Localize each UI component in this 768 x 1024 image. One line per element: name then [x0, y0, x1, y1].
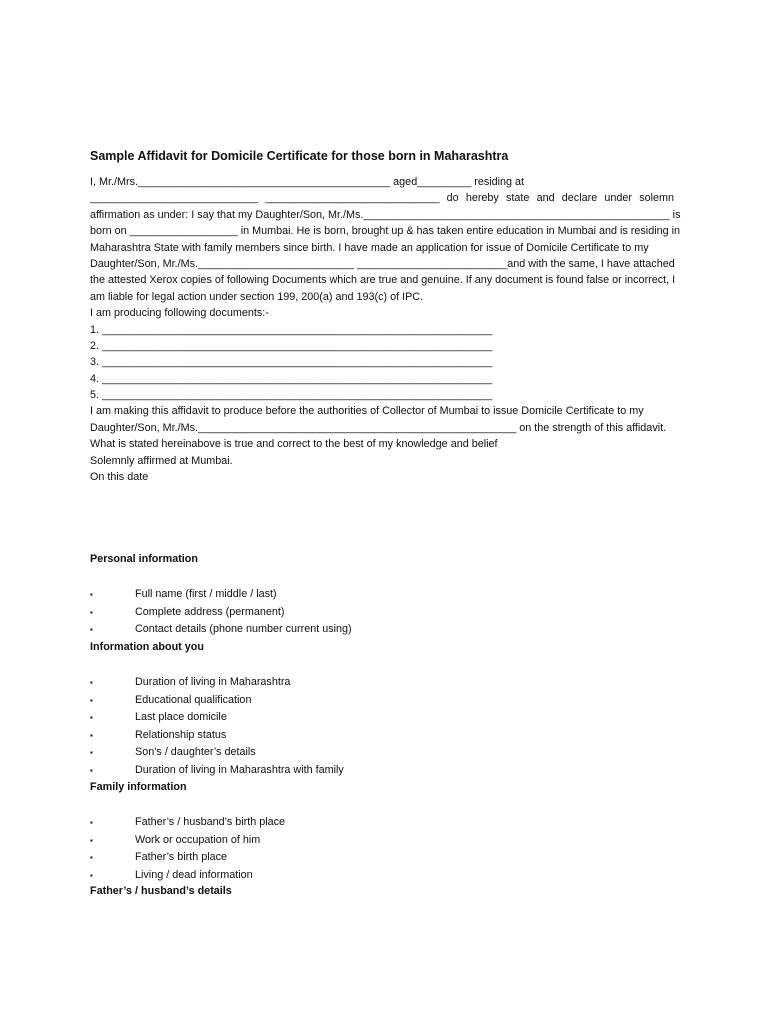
- section-heading-personal: Personal information: [90, 553, 198, 565]
- document-list-line: 1. _________________________________________________________________: [90, 323, 493, 336]
- document-list-line: 2. _________________________________________________________________: [90, 339, 493, 352]
- bullet-icon: ▪: [90, 678, 93, 687]
- affidavit-line: I am producing following documents:-: [90, 307, 269, 320]
- bullet-icon: ▪: [90, 713, 93, 722]
- bullet-icon: ▪: [90, 765, 93, 775]
- affidavit-line: the attested Xerox copies of following Documents which are true and genuine. If any document is found false or incorrect, I: [90, 274, 676, 287]
- bullet-icon: ▪: [90, 853, 93, 862]
- affidavit-line: affirmation as under: I say that my Daughter/Son, Mr./Ms.___________________________________________________ is: [90, 208, 681, 221]
- affidavit-line: born on __________________ in Mumbai. He is born, brought up & has taken entire education in Mumbai and is residing in: [90, 225, 681, 238]
- section-heading-family: Family information: [90, 781, 187, 793]
- section-heading-about: Information about you: [90, 641, 204, 653]
- affidavit-line: ____________________________ _____________________________ do hereby state and declare under solemn: [90, 192, 674, 205]
- bullet-icon: ▪: [90, 818, 93, 827]
- bullet-icon: ▪: [90, 625, 93, 634]
- bullet-icon: ▪: [90, 835, 93, 845]
- bullet-icon: ▪: [90, 590, 93, 599]
- document-title: Sample Affidavit for Domicile Certificate for those born in Maharashtra: [90, 149, 509, 163]
- affidavit-line: I, Mr./Mrs.__________________________________________ aged_________ residing at: [90, 176, 525, 188]
- document-list-line: 5. _________________________________________________________________: [90, 389, 493, 402]
- bullet-icon: ▪: [90, 748, 93, 757]
- affidavit-line: Maharashtra State with family members since birth. I have made an application for issue of Domicile Certificate to my: [90, 241, 649, 254]
- bullet-icon: ▪: [90, 607, 93, 617]
- affidavit-line: On this date: [90, 471, 149, 484]
- bullet-icon: ▪: [90, 870, 93, 880]
- affidavit-line: Daughter/Son, Mr./Ms._____________________________________________________ on the strength of this affidavit.: [90, 421, 667, 434]
- affidavit-line: Daughter/Son, Mr./Ms.__________________________ _________________________and with the same, I have attached: [90, 257, 675, 270]
- document-list-line: 3. _________________________________________________________________: [90, 356, 493, 369]
- bullet-icon: ▪: [90, 730, 93, 740]
- affidavit-body: [90, 174, 690, 485]
- bullet-icon: ▪: [90, 695, 93, 705]
- affidavit-line: What is stated hereinabove is true and correct to the best of my knowledge and belief: [90, 438, 498, 451]
- document-list-line: 4. _________________________________________________________________: [90, 372, 493, 385]
- affidavit-line: Solemnly affirmed at Mumbai.: [90, 454, 233, 467]
- document-page: Sample Affidavit for Domicile Certificate for those born in Maharashtra I, Mr./Mrs.__________________________________________ aged_________ residing at ____________________________ _____________________________ do hereby state and declare under solemn affirmation as under: I say that my Daughter/Son, Mr./Ms.___________________________________________________ is born on __________________ in Mumbai. He is born, brought up & has taken entire education in Mumbai and is residing in Maharashtra State with family members since birth. I have made an application for issue of Domicile Certificate to my Daughter/Son, Mr./Ms.__________________________ _________________________and with the same, I have attached the attested Xerox copies of following Documents which are true and genuine. If any document is found false or incorrect, I am liable for legal action under section 199, 200(a) and 193(c) of IPC. I am producing following documents:- 1. _________________________________________________________________ 2. _________________________________________________________________ 3. _________________________________________________________________ 4. _________________________________________________________________ 5. _________________________________________________________________ I am making this affidavit to produce before the authorities of Collector of Mumbai to issue Domicile Certificate to my Daughter/Son, Mr./Ms._____________________________________________________ on the strength of this affidavit. What is stated hereinabove is true and correct to the best of my knowledge and belief Solemnly affirmed at Mumbai. On this date Personal information ▪ Full name (first / middle / last) ▪ Complete address (permanent) ▪ Contact details (phone number current using) Information about you ▪ Duration of living in Maharashtra ▪ Educational qualification ▪ Last place domicile ▪ Relationship status ▪ Son’s / daughter’s details ▪ Duration of living in Maharashtra with family Family information ▪ Father’s / husband’s birth place ▪ Work or occupation of him ▪ Father’s birth place ▪ Living / dead information Father’s / husband’s details: [0, 0, 768, 1024]
- affidavit-line: I am making this affidavit to produce before the authorities of Collector of Mumbai to issue Domicile Certificate to my: [90, 405, 644, 418]
- affidavit-line: am liable for legal action under section 199, 200(a) and 193(c) of IPC.: [90, 290, 424, 303]
- section-heading-father: Father’s / husband’s details: [90, 885, 232, 897]
